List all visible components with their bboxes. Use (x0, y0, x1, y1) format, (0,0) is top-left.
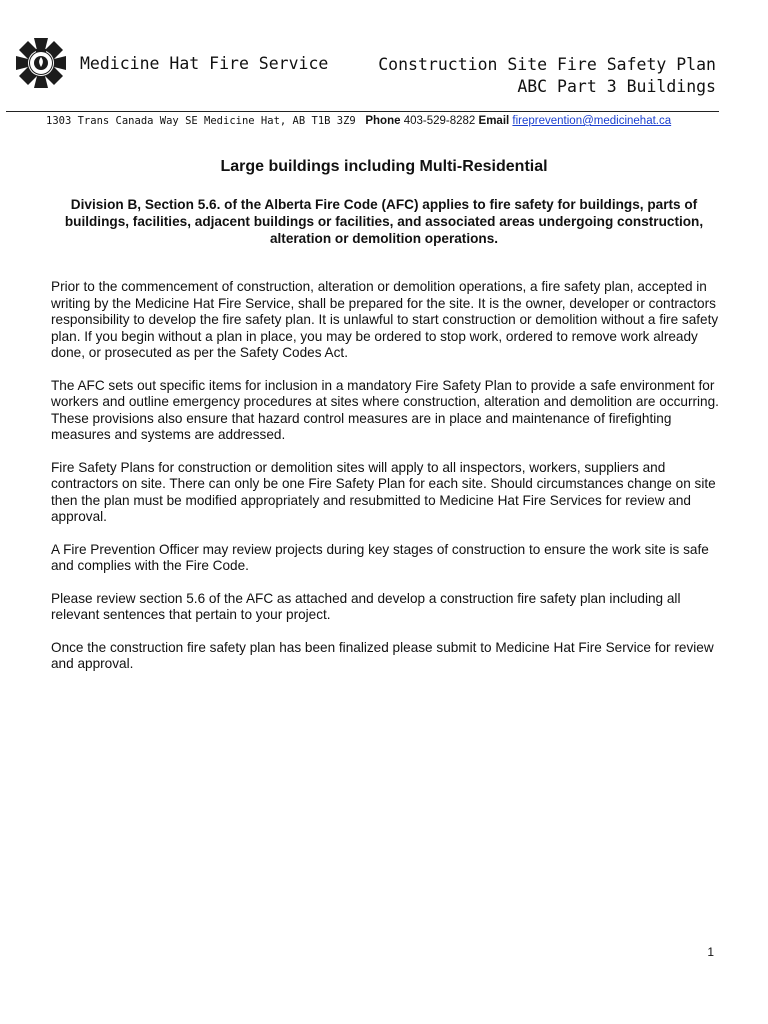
paragraph: Once the construction fire safety plan has been finalized please submit to Medicine Hat Fire Service for review and approval. (51, 639, 714, 671)
title-line-2: ABC Part 3 Buildings (517, 77, 716, 96)
page-heading: Large buildings including Multi-Residential (220, 158, 548, 175)
paragraph: Please review section 5.6 of the AFC as attached and develop a construction fire safety plan including all relevant sentences that pertain to your project. (51, 590, 681, 622)
header-divider (6, 111, 719, 112)
organization-name: Medicine Hat Fire Service (80, 54, 329, 73)
email-link[interactable]: fireprevention@medicinehat.ca (512, 115, 672, 127)
document-title (378, 54, 716, 98)
paragraph: The AFC sets out specific items for inclusion in a mandatory Fire Safety Plan to provide a safe environment for workers and outline emergency procedures at sites where construction, alteration and demolition are occurring. These provisions also ensure that hazard control measures are in place and maintenance of firefighting measures and systems are addressed. (51, 377, 719, 442)
title-line-1: Construction Site Fire Safety Plan (378, 55, 716, 74)
paragraph: A Fire Prevention Officer may review projects during key stages of construction to ensure the work site is safe and complies with the Fire Code. (51, 541, 709, 573)
paragraph: Prior to the commencement of construction, alteration or demolition operations, a fire safety plan, accepted in writing by the Medicine Hat Fire Service, shall be prepared for the site. It is the owner, developer or contractors responsibility to develop the fire safety plan. It is unlawful to start construction or demolition without a fire safety plan. If you begin without a plan in place, you may be ordered to stop work, ordered to remove work already done, or prosecuted as per the Safety Codes Act. (51, 279, 719, 360)
phone-label: Phone (365, 115, 401, 127)
maltese-cross-icon (14, 36, 68, 90)
email-label: Email (478, 115, 510, 127)
paragraph: Fire Safety Plans for construction or demolition sites will apply to all inspectors, workers, suppliers and contractors on site. There can only be one Fire Safety Plan for each site. Should circumstances change on site then the plan must be modified appropriately and resubmitted to Medicine Hat Fire Services for review and approval. (51, 459, 716, 524)
phone-number: 403-529-8282 (403, 115, 476, 127)
fire-service-logo (14, 36, 68, 90)
body-text (51, 279, 723, 689)
intro-statement: Division B, Section 5.6. of the Alberta Fire Code (AFC) applies to fire safety for buildings, parts of buildings, facilities, adjacent buildings or facilities, and associated areas undergoing construction, alteration or demolition operations. (64, 197, 704, 246)
page-number: 1 (707, 945, 714, 959)
contact-line (46, 115, 671, 127)
address: 1303 Trans Canada Way SE Medicine Hat, AB T1B 3Z9 (46, 115, 356, 127)
